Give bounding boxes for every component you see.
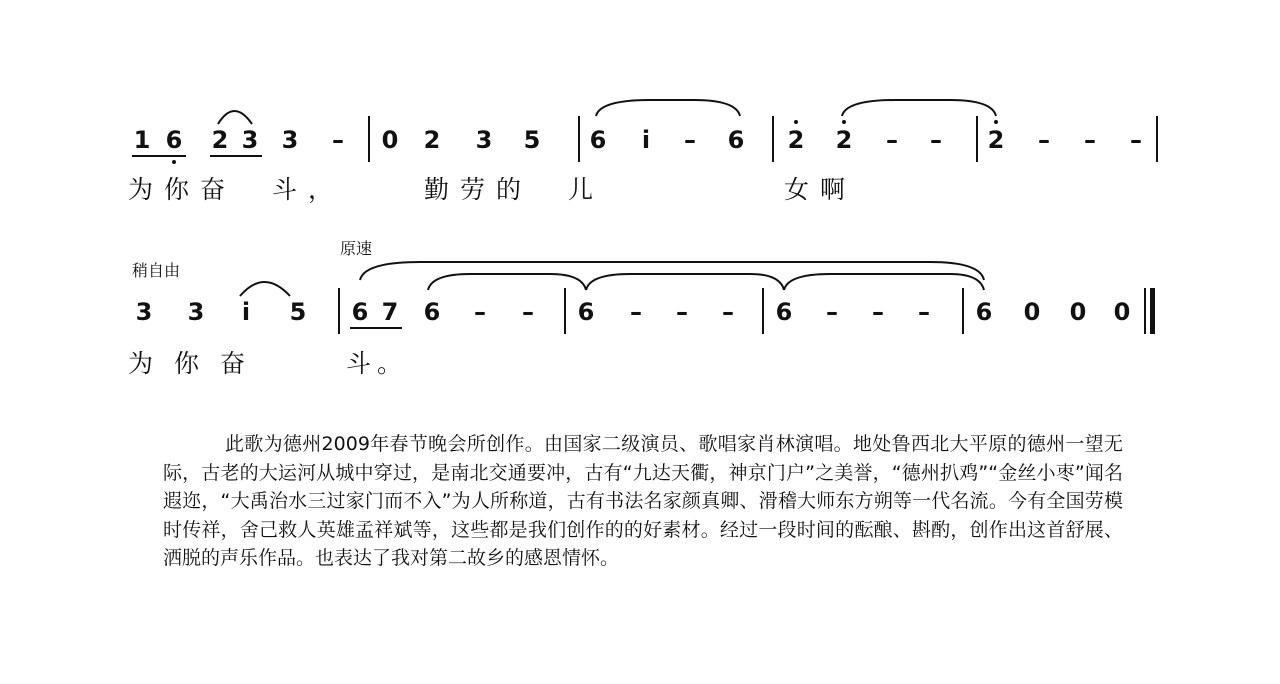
note: 6 [727, 126, 745, 154]
note: 5 [289, 298, 307, 326]
note: 6 [775, 298, 793, 326]
slur [428, 274, 586, 290]
note: 6 [423, 298, 441, 326]
note: – [630, 298, 642, 326]
note: 0 [1113, 298, 1131, 326]
note: 3 [135, 298, 153, 326]
note: – [722, 298, 734, 326]
note: – [1130, 126, 1142, 154]
slur [360, 262, 984, 280]
slur [596, 100, 740, 116]
note: – [1038, 126, 1050, 154]
note: 2 [787, 126, 805, 154]
note: – [886, 126, 898, 154]
note: – [676, 298, 688, 326]
note: 6 [975, 298, 993, 326]
note: i [641, 126, 651, 154]
note: 6 [351, 298, 369, 326]
tempo-mark: 稍自由 [132, 261, 181, 280]
note: 1 [133, 126, 151, 154]
note: – [918, 298, 930, 326]
note: 3 [187, 298, 205, 326]
lyric: 为你奋 斗， [128, 175, 345, 204]
note: – [872, 298, 884, 326]
note: – [684, 126, 696, 154]
slur [240, 282, 290, 296]
note: 6 [589, 126, 607, 154]
lyric: 斗。 [346, 349, 409, 378]
note: i [241, 298, 251, 326]
note: 0 [381, 126, 399, 154]
note: 2 [211, 126, 229, 154]
slur [218, 111, 252, 124]
note: 2 [835, 126, 853, 154]
note: – [332, 126, 344, 154]
note: 0 [1023, 298, 1041, 326]
note: – [930, 126, 942, 154]
song-description: 此歌为德州2009年春节晚会所创作。由国家二级演员、歌唱家肖林演唱。地处鲁西北大平原的德州一望无际，古老的大运河从城中穿过，是南北交通要冲，古有“九达天衢，神京门户”之美誉，“德州扒鸡”“金丝小枣”闻名遐迩，“大禹治水三过家门而不入”为人所称道，古有书法名家颜真卿、滑稽大师东方朔等一代名流。今有全国劳模时传祥，舍己救人英雄孟祥斌等，这些都是我们创作的的好素材。经过一段时间的酝酿、斟酌，创作出这首舒展、洒脱的声乐作品。也表达了我对第二故乡的感恩情怀。 [163, 433, 1123, 570]
note: 3 [281, 126, 299, 154]
slur [586, 274, 784, 290]
lyric: 勤劳的 儿 [424, 175, 605, 204]
note: 6 [577, 298, 595, 326]
note: – [522, 298, 534, 326]
note: 7 [381, 298, 399, 326]
note: 5 [523, 126, 541, 154]
slur [842, 100, 996, 116]
note: 3 [241, 126, 259, 154]
slur [784, 274, 984, 290]
note: 6 [165, 126, 183, 154]
note: 3 [475, 126, 493, 154]
tempo-mark: 原速 [340, 239, 373, 258]
note: – [474, 298, 486, 326]
note: – [826, 298, 838, 326]
note: 2 [423, 126, 441, 154]
lyric: 女啊 [784, 175, 857, 204]
lyric: 为你奋 [128, 349, 267, 378]
note: 2 [987, 126, 1005, 154]
note: 0 [1069, 298, 1087, 326]
note: – [1084, 126, 1096, 154]
